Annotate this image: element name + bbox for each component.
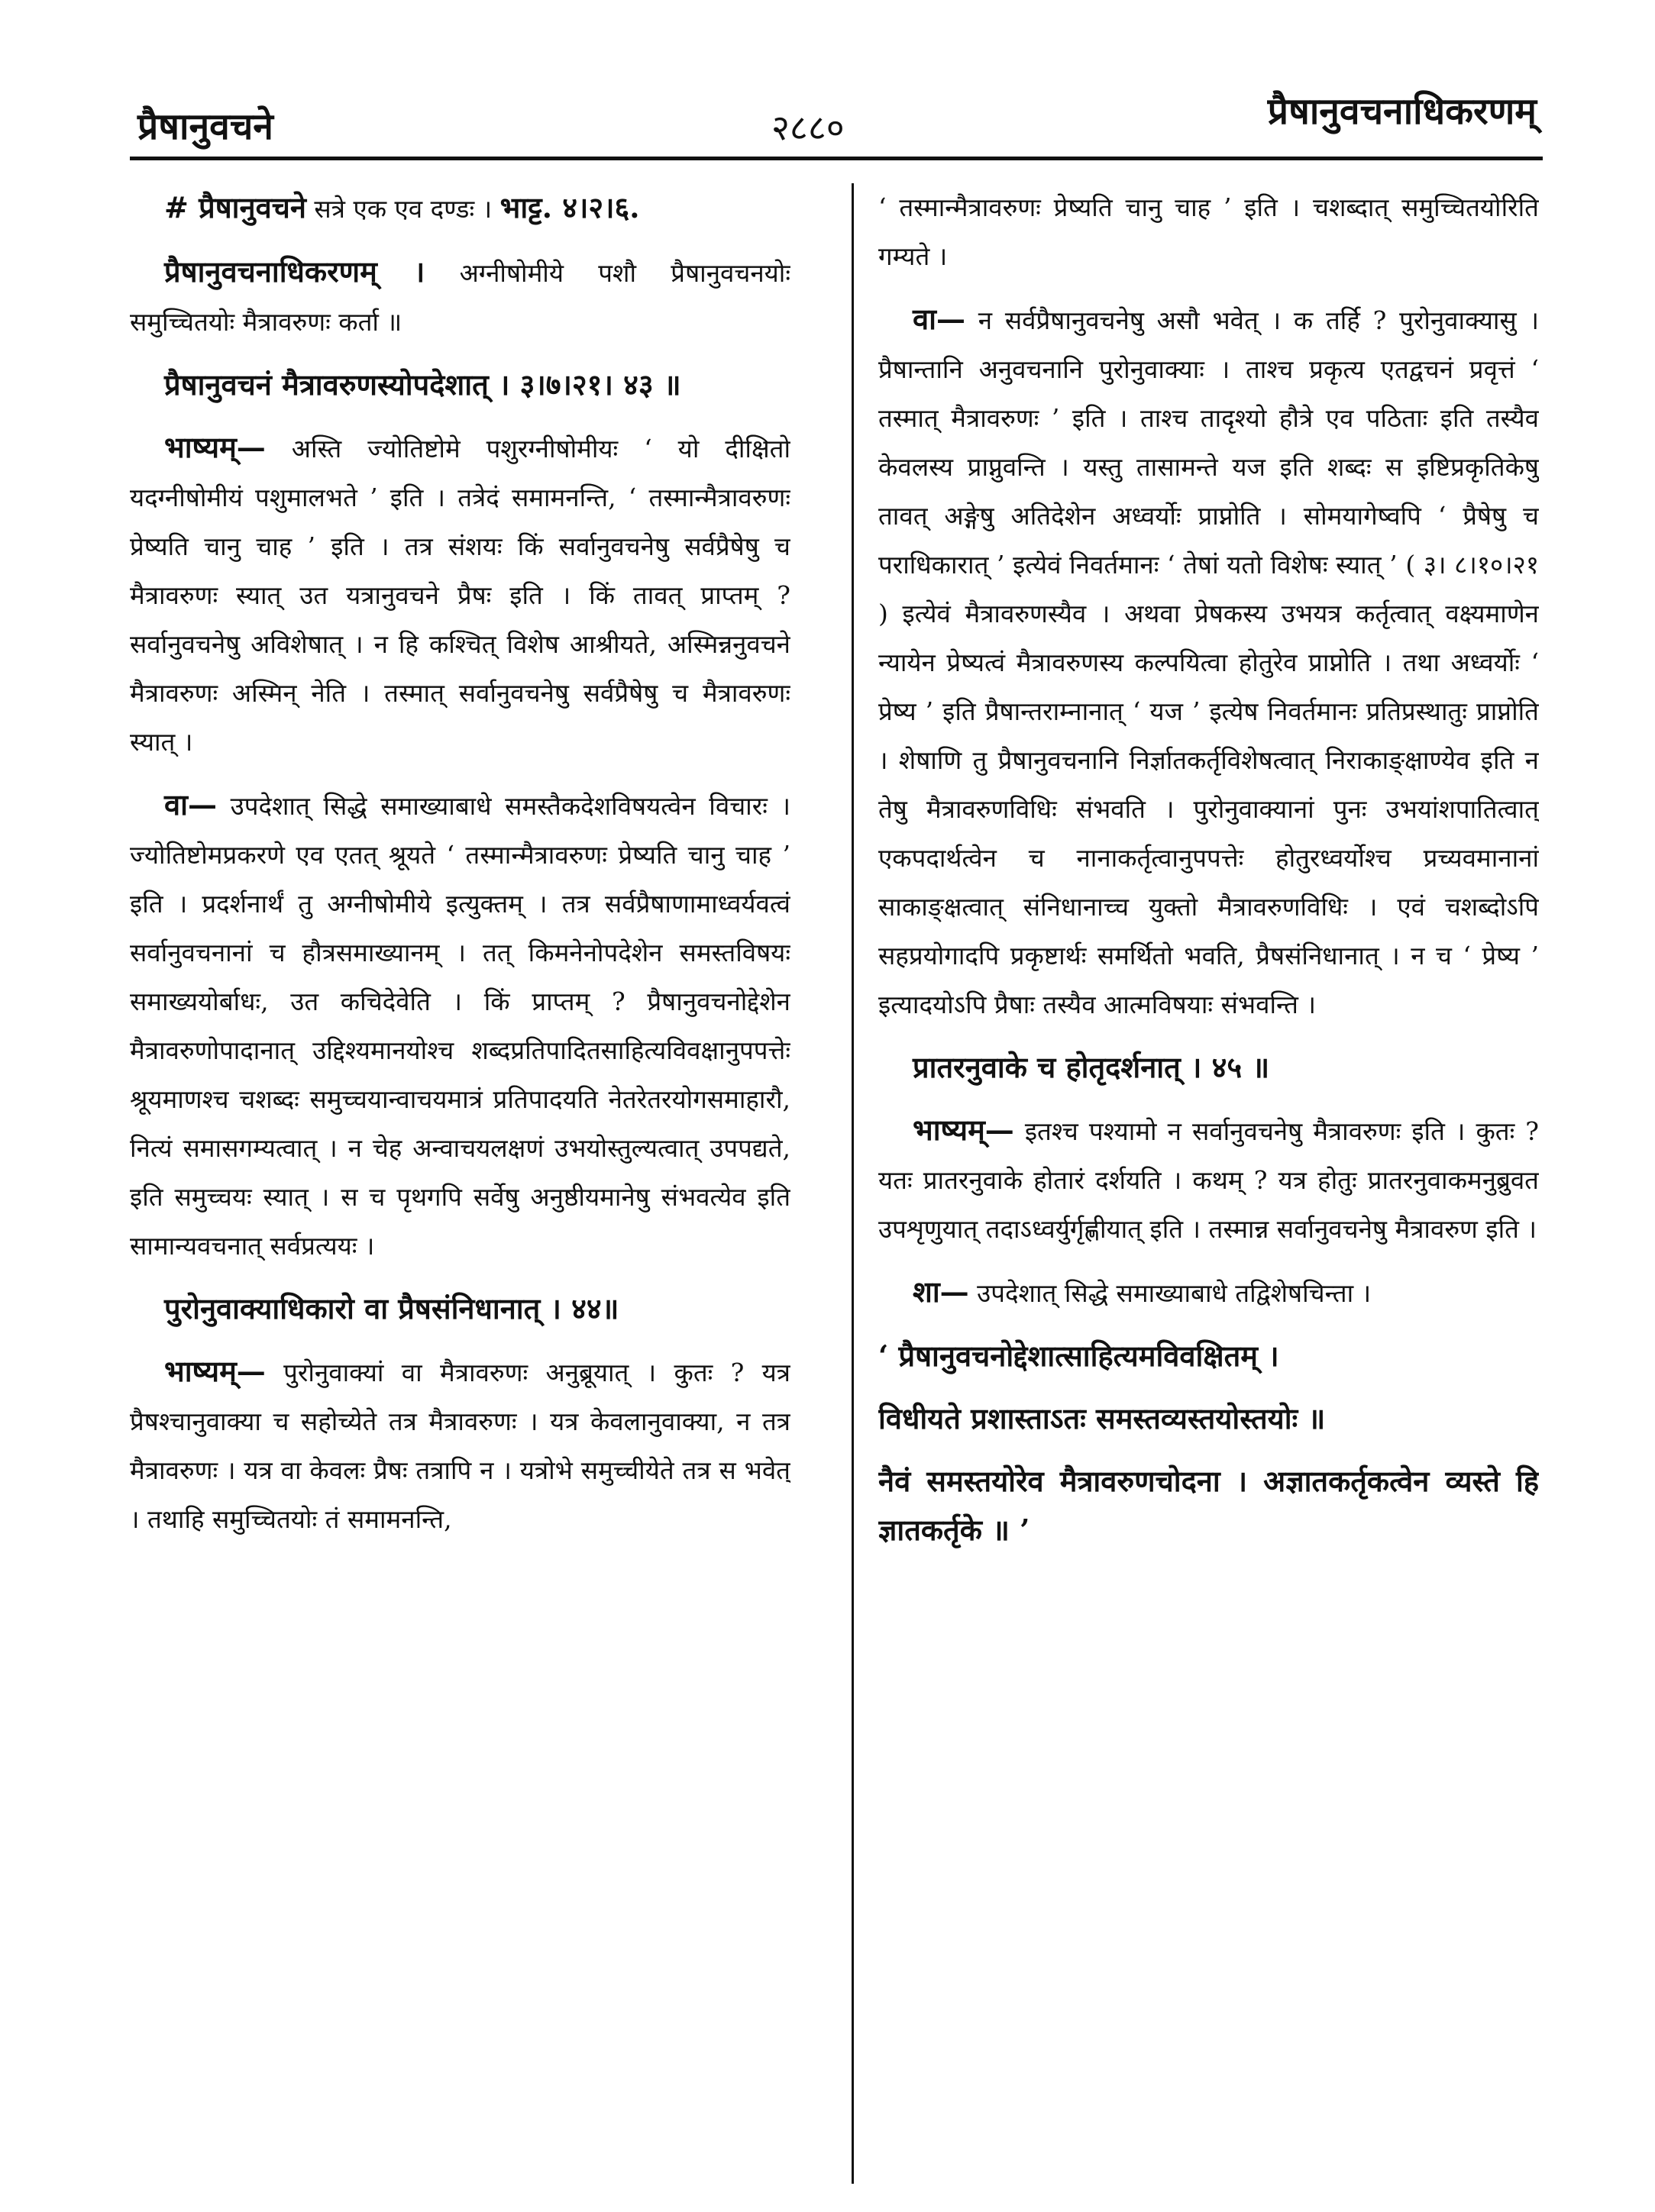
page-number: २८८० — [771, 107, 845, 148]
bhashya-text: इतश्च पश्यामो न सर्वानुवचनेषु मैत्रावरुणः इति । कुतः ? यतः प्रातरनुवाके होतारं दर्शयति । कथम् ? यत्र होतुः प्रातरनुवाकमनुब्रुवत उपशृणुयात् तदाऽध्वर्युर्गृह्णीयात् इति । तस्मान्न सर्वानुवचनेषु मैत्रावरुण इति । — [878, 1116, 1539, 1244]
entry-lead: # प्रैषानुवचने — [164, 190, 306, 224]
bhashya-label: भाष्यम्— — [913, 1112, 1014, 1147]
vartika-label: वा— — [913, 302, 965, 336]
left-column — [130, 183, 790, 2184]
footnote-entry — [130, 183, 790, 234]
right-column — [878, 183, 1539, 2184]
entry-reference: भाट्ट. ४।२।६. — [499, 190, 640, 224]
shastra-label: शा— — [913, 1274, 969, 1309]
adhikarana-entry — [130, 247, 790, 347]
shastra-text: उपदेशात् सिद्धे समाख्याबाधे तद्विशेषचिन्ता । — [968, 1278, 1372, 1308]
bhashya-label: भाष्यम्— — [164, 1354, 266, 1388]
sutra-43: प्रैषानुवचनं मैत्रावरुणस्योपदेशात् । ३।७।२१। ४३ ॥ — [164, 367, 681, 402]
bhashya-paragraph — [130, 423, 790, 767]
verse-line-2: विधीयते प्रशास्ताऽतः समस्तव्यस्तयोस्तयोः ॥ — [878, 1401, 1326, 1435]
page-header — [0, 31, 1655, 148]
bhashya-label: भाष्यम्— — [164, 430, 266, 464]
bhashya-paragraph-3 — [878, 1106, 1539, 1254]
vartika-paragraph — [130, 780, 790, 1271]
sutra-45: प्रातरनुवाके च होतृदर्शनात् । ४५ ॥ — [913, 1050, 1270, 1084]
adhikarana-title: प्रैषानुवचनाधिकरणम् । — [164, 254, 425, 289]
verse-line-1: ‘ प्रैषानुवचनोद्देशात्साहित्यमविवक्षितम् । — [878, 1339, 1279, 1373]
bhashya-text: पुरोनुवाक्यां वा मैत्रावरुणः अनुब्रूयात् । कुतः ? यत्र प्रैषश्चानुवाक्या च सहोच्येते तत्र मैत्रावरुणः । यत्र केवलानुवाक्या, न तत्र मैत्रावरुणः । यत्र वा केवलः प्रैषः तत्रापि न । यत्रोभे समुच्चीयेते तत्र स भवेत् । तथाहि समुच्चितयोः तं समामनन्ति, — [130, 1358, 790, 1534]
header-rule — [130, 157, 1543, 160]
bhashya-text: अस्ति ज्योतिष्टोमे पशुरग्नीषोमीयः ‘ यो दीक्षितो यदग्नीषोमीयं पशुमालभते ’ इति । तत्रेदं समामनन्ति, ‘ तस्मान्मैत्रावरुणः प्रेष्यति चानु चाह ’ इति । तत्र संशयः किं सर्वानुवचनेषु सर्वप्रैषेषु च मैत्रावरुणः स्यात् उत यत्रानुवचने प्रैषः इति । किं तावत् प्राप्तम् ? सर्वानुवचनेषु अविशेषात् । न हि कश्चित् विशेष आश्रीयते, अस्मिन्ननुवचने मैत्रावरुणः अस्मिन् नेति । तस्मात् सर्वानुवचनेषु सर्वप्रैषेषु च मैत्रावरुणः स्यात् । — [130, 434, 790, 757]
verse-line-3: नैवं समस्तयोरेव मैत्रावरुणचोदना । अज्ञातकर्तृकत्वेन व्यस्ते हि ज्ञातकर्तृके ॥ ’ — [878, 1464, 1539, 1547]
continuation-paragraph: ‘ तस्मान्मैत्रावरुणः प्रेष्यति चानु चाह ’ इति । चशब्दात् समुच्चितयोरिति गम्यते । — [878, 192, 1539, 271]
entry-text: सत्रे एक एव दण्डः । — [305, 194, 500, 224]
shastra-paragraph — [878, 1267, 1539, 1318]
vartika-label: वा— — [164, 787, 217, 822]
adhikarana-text: अग्नीषोमीये पशौ प्रैषानुवचनयोः समुच्चितयोः मैत्रावरुणः कर्ता ॥ — [130, 258, 790, 337]
header-right-title: प्रैषानुवचनाधिकरणम् — [1267, 90, 1537, 133]
header-left-title: प्रैषानुवचने — [137, 105, 273, 148]
column-divider — [852, 183, 854, 2184]
vartika-text: न सर्वप्रैषानुवचनेषु असौ भवेत् । क तर्हि ? पुरोनुवाक्यासु । प्रैषान्तानि अनुवचनानि पुरोनुवाक्याः । ताश्च प्रकृत्य एतद्वचनं प्रवृत्तं ‘ तस्मात् मैत्रावरुणः ’ इति । ताश्च तादृश्यो हौत्रे एव पठिताः इति तस्यैव केवलस्य प्राप्नुवन्ति । यस्तु तासामन्ते यज इति शब्दः स इष्टिप्रकृतिकेषु तावत् अङ्गेषु अतिदेशेन अध्वर्योः प्राप्नोति । सोमयागेष्वपि ‘ प्रैषेषु च पराधिकारात् ’ इत्येवं निवर्तमानः ‘ तेषां यतो विशेषः स्यात् ’ ( ३। ८।१०।२१ ) इत्येवं मैत्रावरुणस्यैव । अथवा प्रेषकस्य उभयत्र कर्तृत्वात् वक्ष्यमाणेन न्यायेन प्रेष्यत्वं मैत्रावरुणस्य कल्पयित्वा होतुरेव प्राप्नोति । तथा अध्वर्योः ‘ प्रेष्य ’ इति प्रैषान्तराम्नानात् ‘ यज ’ इत्येष निवर्तमानः प्रतिप्रस्थातुः प्राप्नोति । शेषाणि तु प्रैषानुवचनानि निर्ज्ञातकर्तृविशेषत्वात् निराकाङ्क्षाण्येव इति न तेषु मैत्रावरुणविधिः संभवति । पुरोनुवाक्यानां पुनः उभयांशपातित्वात् एकपदार्थत्वेन च नानाकर्तृत्वानुपपत्तेः होतुरध्वर्योश्च प्रच्यवमानानां साकाङ्क्षत्वात् संनिधानाच्च युक्तो मैत्रावरुणविधिः । एवं चशब्दोऽपि सहप्रयोगादपि प्रकृष्टार्थः समर्थितो भवति, प्रैषसंनिधानात् । न च ‘ प्रेष्य ’ इत्यादयोऽपि प्रैषाः तस्यैव आत्मविषयाः संभवन्ति । — [878, 305, 1539, 1019]
vartika-paragraph-2 — [878, 295, 1539, 1029]
bhashya-paragraph-2 — [130, 1347, 790, 1544]
vartika-text: उपदेशात् सिद्धे समाख्याबाधे समस्तैकदेशविषयत्वेन विचारः । ज्योतिष्टोमप्रकरणे एव एतत् श्रूयते ‘ तस्मान्मैत्रावरुणः प्रेष्यति चानु चाह ’ इति । प्रदर्शनार्थं तु अग्नीषोमीये इत्युक्तम् । तत्र सर्वप्रैषाणामाध्वर्यवत्वं सर्वानुवचनानां च हौत्रसमाख्यानम् । तत् किमनेनोपदेशेन समस्तविषयः समाख्ययोर्बाधः, उत कचिदेवेति । किं प्राप्तम् ? प्रैषानुवचनोद्देशेन मैत्रावरुणोपादानात् उद्दिश्यमानयोश्च शब्दप्रतिपादितसाहित्यविवक्षानुपपत्तेः श्रूयमाणश्च चशब्दः समुच्चयान्वाचयमात्रं प्रतिपादयति नेतरेतरयोगसमाहारौ, नित्यं समासगम्यत्वात् । न चेह अन्वाचयलक्षणं उभयोस्तुल्यत्वात् उपपद्यते, इति समुच्चयः स्यात् । स च पृथगपि सर्वेषु अनुष्ठीयमानेषु संभवत्येव इति सामान्यवचनात् सर्वप्रत्ययः । — [130, 791, 790, 1261]
sutra-44: पुरोनुवाक्याधिकारो वा प्रैषसंनिधानात् । ४४॥ — [164, 1291, 619, 1326]
